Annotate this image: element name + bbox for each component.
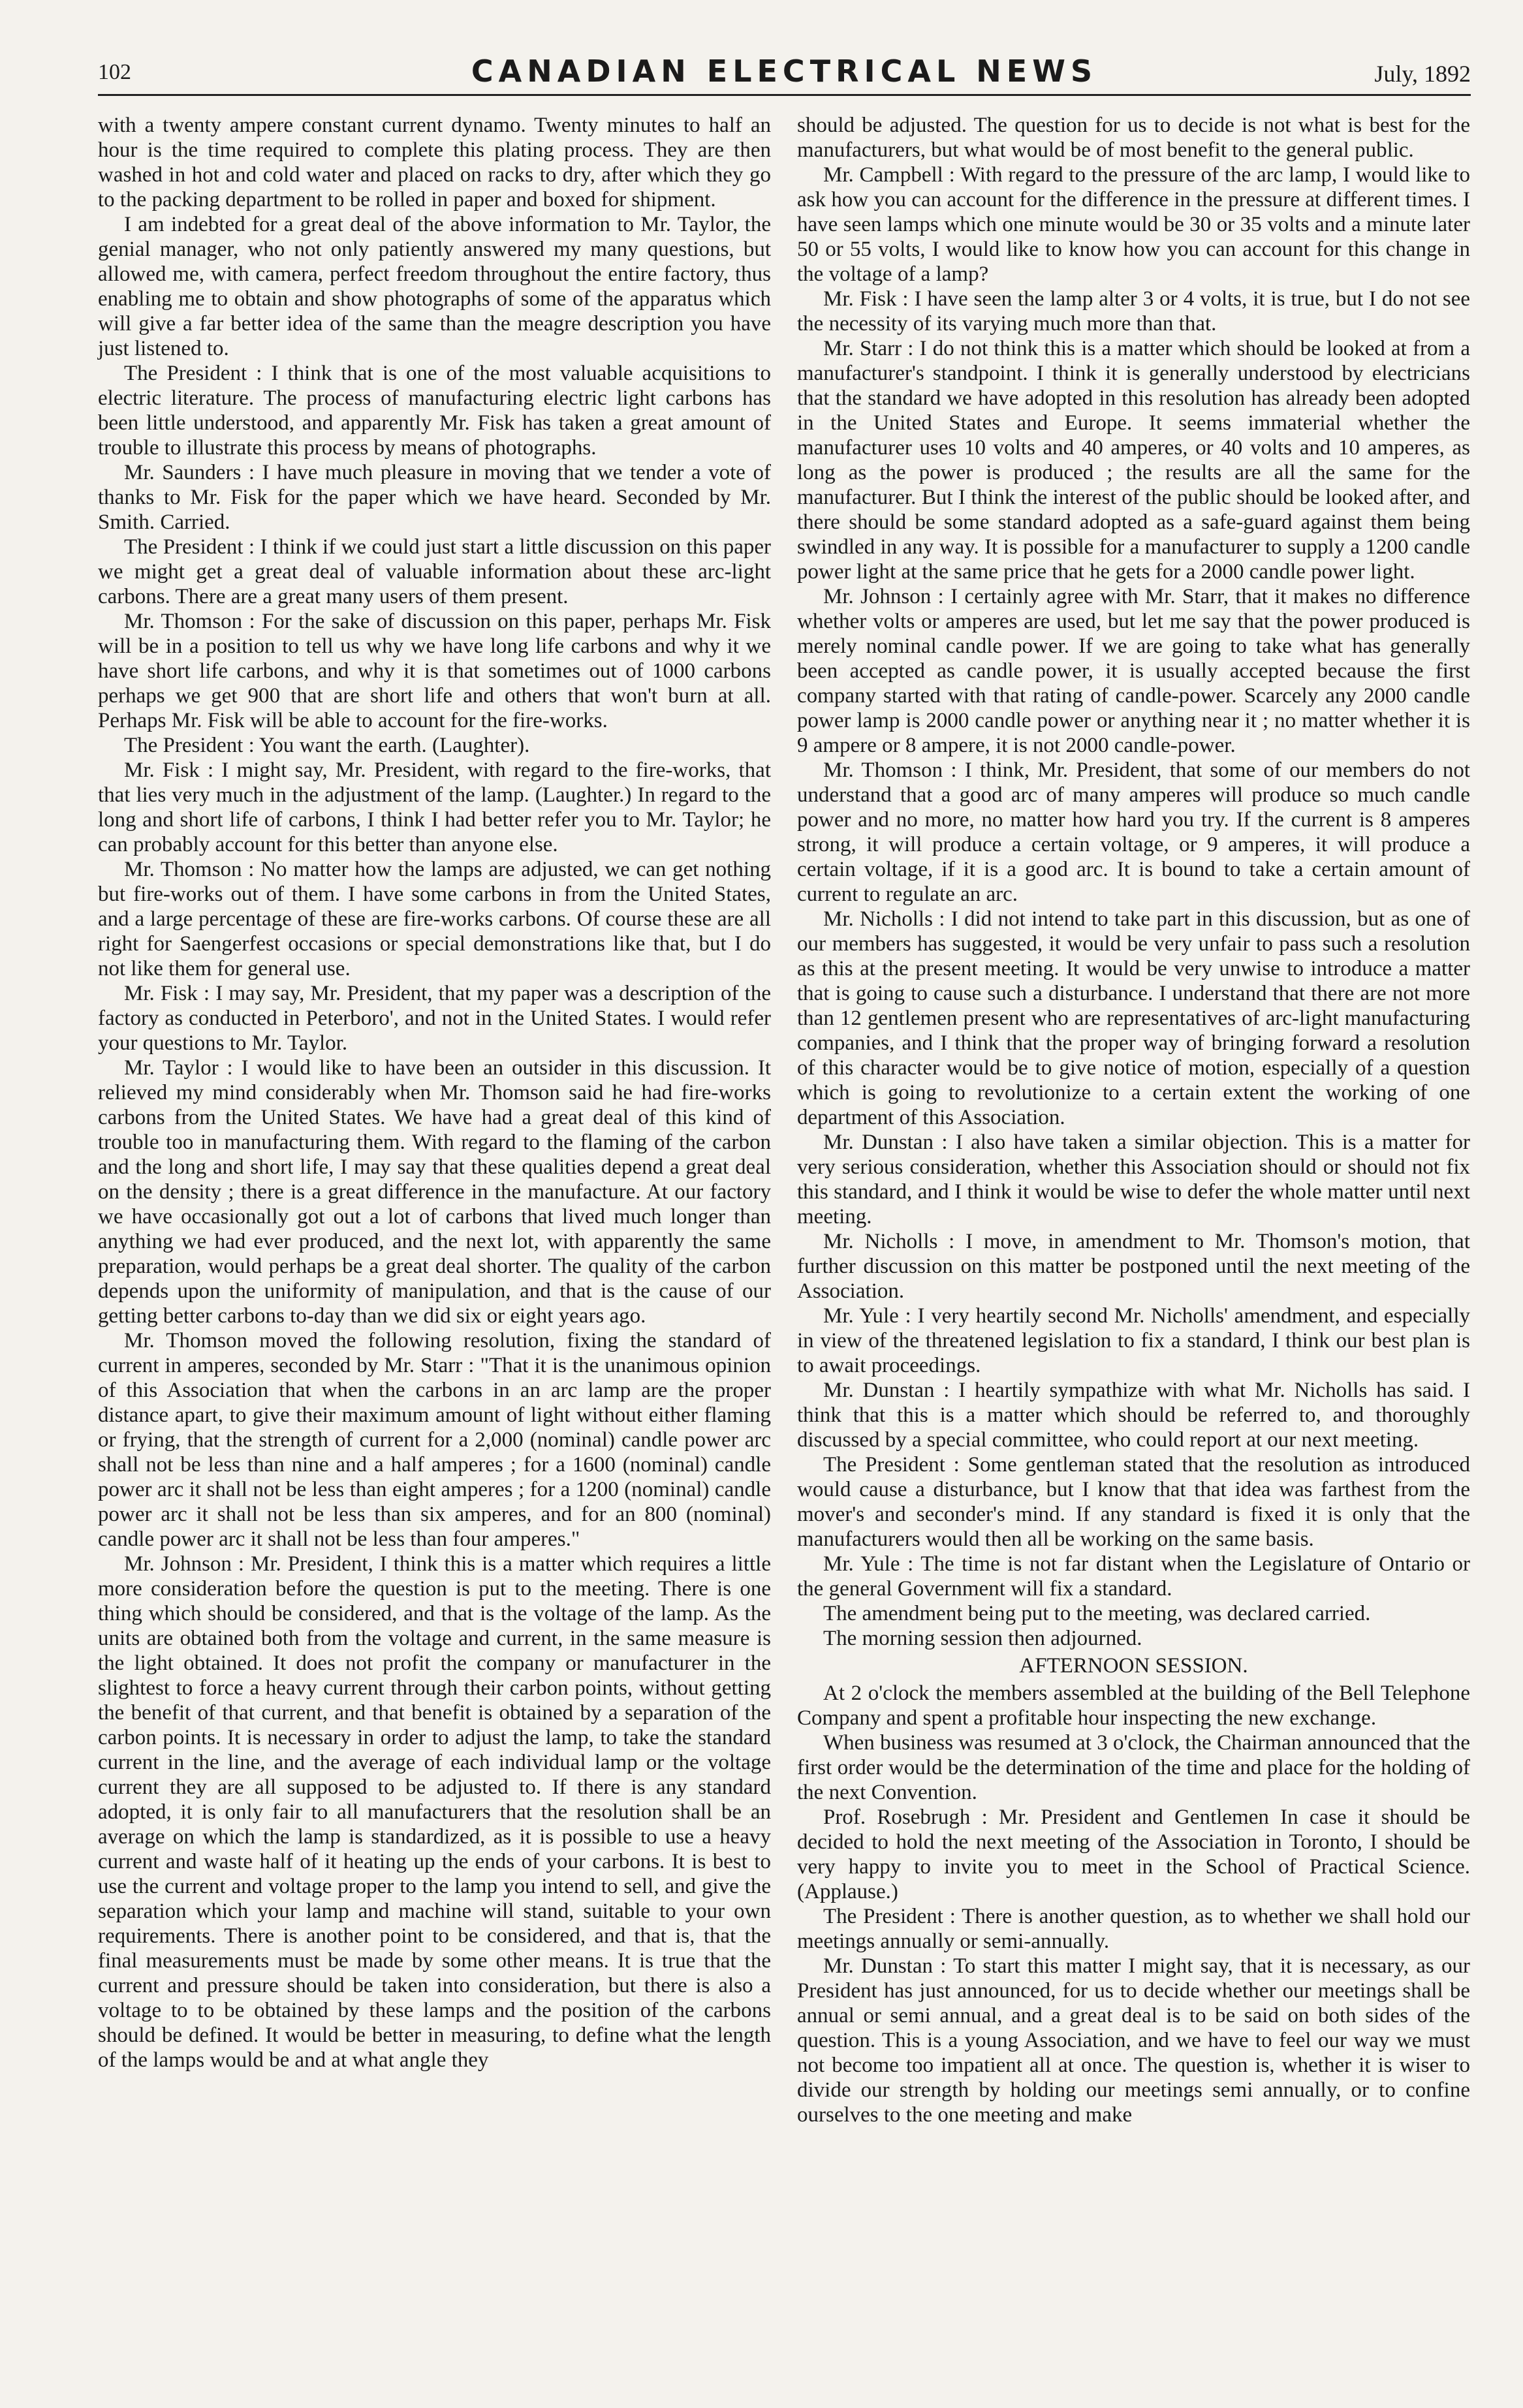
paragraph: should be adjusted. The question for us to decide is not what is best for the manufacturers, but what would be of most benefit to the general public. bbox=[797, 114, 1470, 162]
paragraph: Mr. Thomson : For the sake of discussion on this paper, perhaps Mr. Fisk will be in a position to tell us why we have long life carbons and why it we have short life carbons, and why it is that sometimes out of 1000 carbons perhaps we get 900 that are short life and others that won't burn at all. Perhaps Mr. Fisk will be able to account for the fire-works. bbox=[98, 610, 771, 732]
paragraph: Mr. Saunders : I have much pleasure in moving that we tender a vote of thanks to Mr. Fisk for the paper which we have heard. Seconded by Mr. Smith. Carried. bbox=[98, 461, 771, 534]
paragraph: Mr. Johnson : I certainly agree with Mr. Starr, that it makes no difference whether volts or amperes are used, but let me say that the power produced is merely nominal candle power. If we are going to take what has generally been accepted as candle power, it is usually accepted because the first company started with that rating of candle-power. Scarcely any 2000 candle power lamp is 2000 candle power or anything near it ; no matter whether it is 9 ampere or 8 ampere, it is not 2000 candle-power. bbox=[797, 585, 1470, 757]
paragraph: Mr. Starr : I do not think this is a matter which should be looked at from a manufacturer's standpoint. I think it is generally understood by electricians that the standard we have adopted in this resolution has already been adopted in the United States and Europe. It seems immaterial whether the manufacturer uses 10 volts and 40 amperes, or 40 volts and 10 amperes, as long as the power is produced ; the results are all the same for the manufacturer. But I think the interest of the public should be looked after, and there should be some standard adopted as a safe-guard against them being swindled in any way. It is possible for a manufacturer to supply a 1200 candle power light at the same price that he gets for a 2000 candle power light. bbox=[797, 337, 1470, 584]
paragraph: The morning session then adjourned. bbox=[823, 1627, 1142, 1650]
paragraph: Mr. Fisk : I might say, Mr. President, with regard to the fire-works, that that lies very much in the adjustment of the lamp. (Laughter.) In regard to the long and short life of carbons, I think I had better refer you to Mr. Taylor; he can probably account for this better than anyone else. bbox=[98, 758, 771, 856]
paragraph: The President : You want the earth. (Laughter). bbox=[124, 734, 530, 757]
article-columns bbox=[98, 113, 1471, 2127]
page-number: 102 bbox=[98, 60, 131, 84]
paragraph: Prof. Rosebrugh : Mr. President and Gentlemen In case it should be decided to hold the next meeting of the Association in Toronto, I should be very happy to invite you to meet in the School of Practical Science. (Applause.) bbox=[797, 1806, 1470, 1903]
page-header bbox=[98, 54, 1471, 96]
left-column bbox=[98, 113, 771, 2127]
masthead-title: CANADIAN ELECTRICAL NEWS bbox=[471, 54, 1098, 89]
paragraph: Mr. Thomson moved the following resolution, fixing the standard of current in amperes, seconded by Mr. Starr : "That it is the unanimous opinion of this Association that when the carbons in an arc lamp are the proper distance apart, to give their maximum amount of light without either flaming or frying, that the strength of current for a 2,000 (nominal) candle power arc shall not be less than nine and a half amperes ; for a 1600 (nominal) candle power arc it shall not be less than eight amperes ; for a 1200 (nominal) candle power arc it shall not be less than six amperes, and for an 800 (nominal) candle power arc it shall not be less than four amperes." bbox=[98, 1329, 771, 1551]
paragraph: Mr. Thomson : No matter how the lamps are adjusted, we can get nothing but fire-works out of them. I have some carbons in from the United States, and a large percentage of these are fire-works carbons. Of course these are all right for Saengerfest occasions or special demonstrations like that, but I do not like them for general use. bbox=[98, 858, 771, 980]
paragraph: I am indebted for a great deal of the above information to Mr. Taylor, the genial manager, who not only patiently answered my many questions, but allowed me, with camera, perfect freedom throughout the entire factory, thus enabling me to obtain and show photographs of some of the apparatus which will give a far better idea of the same than the meagre description you have just listened to. bbox=[98, 213, 771, 360]
paragraph: Mr. Yule : The time is not far distant when the Legislature of Ontario or the general Government will fix a standard. bbox=[797, 1552, 1470, 1601]
section-heading: AFTERNOON SESSION. bbox=[1019, 1654, 1248, 1678]
paragraph: The President : I think if we could just start a little discussion on this paper we might get a great deal of valuable information about these arc-light carbons. There are a great many users of them present. bbox=[98, 535, 771, 608]
paragraph: At 2 o'clock the members assembled at the building of the Bell Telephone Company and spent a profitable hour inspecting the new exchange. bbox=[797, 1681, 1470, 1730]
paragraph: Mr. Yule : I very heartily second Mr. Nicholls' amendment, and especially in view of the threatened legislation to fix a standard, I think our best plan is to await proceedings. bbox=[797, 1304, 1470, 1377]
issue-date: July, 1892 bbox=[1374, 61, 1471, 87]
paragraph: The President : I think that is one of the most valuable acquisitions to electric literature. The process of manufacturing electric light carbons has been little understood, and apparently Mr. Fisk has taken a great amount of trouble to illustrate this process by means of photographs. bbox=[98, 362, 771, 460]
right-column bbox=[797, 113, 1470, 2127]
paragraph: with a twenty ampere constant current dynamo. Twenty minutes to half an hour is the time required to complete this plating process. They are then washed in hot and cold water and placed on racks to dry, after which they go to the packing department to be rolled in paper and boxed for shipment. bbox=[98, 114, 771, 211]
paragraph: When business was resumed at 3 o'clock, the Chairman announced that the first order would be the determination of the time and place for the holding of the next Convention. bbox=[797, 1731, 1470, 1804]
paragraph: Mr. Fisk : I have seen the lamp alter 3 or 4 volts, it is true, but I do not see the necessity of its varying much more than that. bbox=[797, 287, 1470, 336]
paragraph: The President : There is another question, as to whether we shall hold our meetings annually or semi-annually. bbox=[797, 1905, 1470, 1953]
paragraph: Mr. Thomson : I think, Mr. President, that some of our members do not understand that a good arc of many amperes will produce so much candle power and no more, no matter how hard you try. If the current is 8 amperes strong, it will produce a certain voltage, or 9 amperes, it will produce a certain voltage, if it is a good arc. It is bound to take a certain amount of current to regulate an arc. bbox=[797, 758, 1470, 906]
paragraph: Mr. Nicholls : I did not intend to take part in this discussion, but as one of our members has suggested, it would be very unfair to pass such a resolution as this at the present meeting. It would be very unwise to introduce a matter that is going to cause such a disturbance. I understand that there are not more than 12 gentlemen present who are representatives of arc-light manufacturing companies, and I think that the proper way of bringing forward a resolution of this character would be to give notice of motion, especially of a question which is going to revolutionize to a certain extent the working of one department of this Association. bbox=[797, 907, 1470, 1129]
paragraph: Mr. Campbell : With regard to the pressure of the arc lamp, I would like to ask how you can account for the difference in the pressure at different times. I have seen lamps which one minute would be 30 or 35 volts and a minute later 50 or 55 volts, I would like to know how you can account for this change in the voltage of a lamp? bbox=[797, 163, 1470, 286]
paragraph: Mr. Johnson : Mr. President, I think this is a matter which requires a little more consideration before the question is put to the meeting. There is one thing which should be considered, and that is the voltage of the lamp. As the units are obtained both from the voltage and current, in the same measure is the light obtained. It does not profit the company or manufacturer in the slightest to force a heavy current through their carbon points, without getting the benefit of that current, and that benefit is obtained by a separation of the carbon points. It is necessary in order to adjust the lamp, to take the standard current in the line, and the average of each individual lamp or the voltage current they are all supposed to be adjusted to. If there is any standard adopted, it is only fair to all manufacturers that the resolution shall be an average on which the lamp is standardized, as it is possible to use a heavy current and waste half of it heating up the ends of your carbons. It is best to use the current and voltage proper to the lamp you intend to sell, and give the separation which your lamp and machine will stand, suitable to your own requirements. There is another point to be considered, and that is, that the final measurements must be made by some other means. It is true that the current and pressure should be taken into consideration, but there is also a voltage to to be obtained by these lamps and the position of the carbons should be defined. It would be better in measuring, to define what the length of the lamps would be and at what angle they bbox=[98, 1552, 771, 2072]
paragraph: Mr. Fisk : I may say, Mr. President, that my paper was a description of the factory as conducted in Peterboro', and not in the United States. I would refer your questions to Mr. Taylor. bbox=[98, 982, 771, 1055]
paragraph: Mr. Nicholls : I move, in amendment to Mr. Thomson's motion, that further discussion on this matter be postponed until the next meeting of the Association. bbox=[797, 1230, 1470, 1303]
paragraph: Mr. Taylor : I would like to have been an outsider in this discussion. It relieved my mind considerably when Mr. Thomson said he had fire-works carbons from the United States. We have had a great deal of this kind of trouble too in manufacturing them. With regard to the flaming of the carbon and the long and short life, I may say that these qualities depend a great deal on the density ; there is a great difference in the manufacture. At our factory we have occasionally got out a lot of carbons that lived much longer than anything we had ever produced, and the next lot, with apparently the same preparation, would perhaps be a great deal shorter. The quality of the carbon depends upon the uniformity of manipulation, and that is the cause of our getting better carbons to-day than we did six or eight years ago. bbox=[98, 1056, 771, 1328]
paragraph: Mr. Dunstan : To start this matter I might say, that it is necessary, as our President has just announced, for us to decide whether our meetings shall be annual or semi annual, and a great deal is to be said on both sides of the question. This is a young Association, and we have to feel our way we must not become too impatient all at once. The question is, whether it is wiser to divide our strength by holding our meetings semi annually, or to confine ourselves to the one meeting and make bbox=[797, 1954, 1470, 2127]
paragraph: The amendment being put to the meeting, was declared carried. bbox=[823, 1602, 1371, 1625]
paragraph: Mr. Dunstan : I also have taken a similar objection. This is a matter for very serious consideration, whether this Association should or should not fix this standard, and I think it would be wise to defer the whole matter until next meeting. bbox=[797, 1131, 1470, 1228]
paragraph: The President : Some gentleman stated that the resolution as introduced would cause a disturbance, but I know that that idea was farthest from the mover's and seconder's mind. If any standard is fixed it is only that the manufacturers would then all be working on the same basis. bbox=[797, 1453, 1470, 1551]
paragraph: Mr. Dunstan : I heartily sympathize with what Mr. Nicholls has said. I think that this is a matter which should be referred to, and thoroughly discussed by a special committee, who could report at our next meeting. bbox=[797, 1379, 1470, 1452]
